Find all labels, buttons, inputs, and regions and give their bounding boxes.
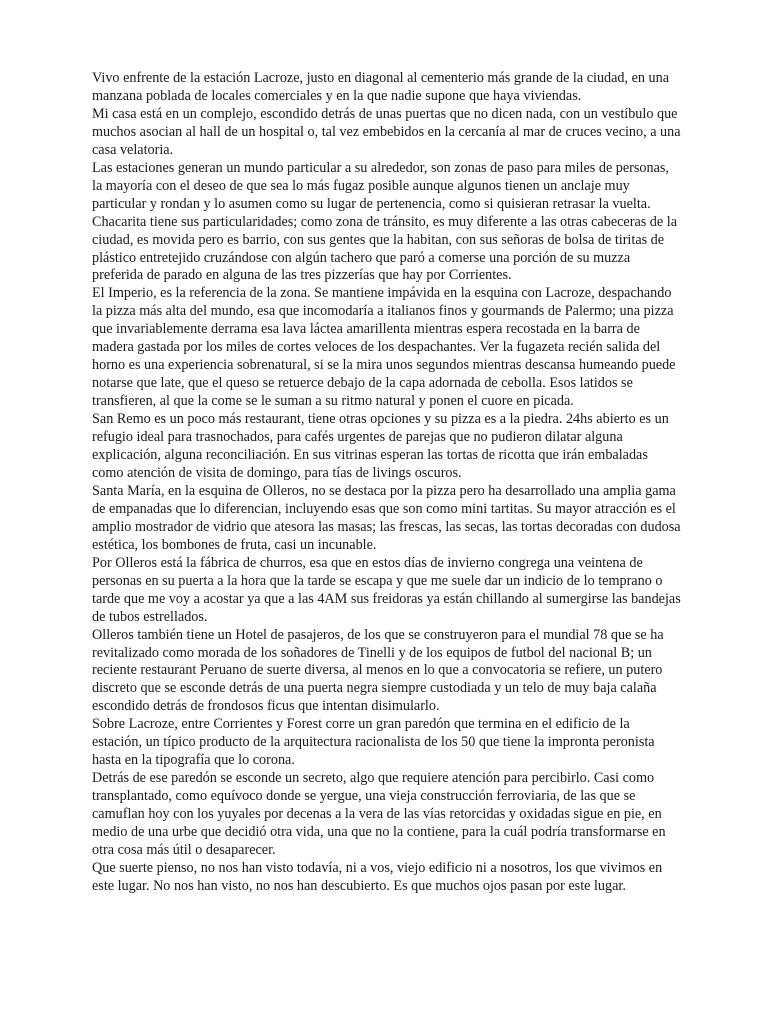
document-body [92,70,682,896]
paragraph-7: Santa María, en la esquina de Olleros, no se destaca por la pizza pero ha desarrollado una amplia gama de empanadas que lo diferencian, incluyendo esas que son como mini tartitas. Su mayor atracción es el amplio mostrador de vidrio que atesora las masas; las frescas, las secas, las tortas decoradas con dudosa estética, los bombones de fruta, casi un incunable. [92,482,681,553]
paragraph-11: Detrás de ese paredón se esconde un secreto, algo que requiere atención para percibirlo. Casi como transplantado, como equívoco donde se yergue, una vieja construcción ferroviaria, de las que se camuflan hoy con los yuyales por decenas a la vera de las vías retorcidas y oxidadas sigue en pie, en medio de una urbe que decidió otra vida, una que no la contiene, para la cuál podría transformarse en otra cosa más útil o desaparecer. [92,770,666,858]
paragraph-1: Vivo enfrente de la estación Lacroze, justo en diagonal al cementerio más grande de la ciudad, en una manzana poblada de locales comerciales y en la que nadie supone que haya viviendas. [92,70,670,104]
paragraph-4: Chacarita tiene sus particularidades; como zona de tránsito, es muy diferente a las otras cabeceras de la ciudad, es movida pero es barrio, con sus gentes que la habitan, con sus señoras de bolsa de tiritas de plástico entretejido cruzándose con algún tachero que paró a comerse una porción de su muzza preferida de parado en alguna de las tres pizzerías que hay por Corrientes. [92,213,677,284]
paragraph-9: Olleros también tiene un Hotel de pasajeros, de los que se construyeron para el mundial 78 que se ha revitalizado como morada de los soñadores de Tinelli y de los equipos de futbol del nacional B; un reciente restaurant Peruano de suerte diversa, al menos en lo que a convocatoria se refiere, un putero discreto que se esconde detrás de una puerta negra siempre custodiada y un telo de muy baja calaña escondido detrás de frondosos ficus que intentan disimularlo. [92,626,664,715]
paragraph-2: Mi casa está en un complejo, escondido detrás de unas puertas que no dicen nada, con un vestíbulo que muchos asocian al hall de un hospital o, tal vez embebidos en la cercanía al mar de cruces vecino, a una casa velatoria. [92,105,681,158]
paragraph-12: Que suerte pienso, no nos han visto todavía, ni a vos, viejo edificio ni a nosotros, los que vivimos en este lugar. No nos han visto, no nos han descubierto. Es que muchos ojos pasan por este lugar. [92,859,663,894]
paragraph-5: El Imperio, es la referencia de la zona. Se mantiene impávida en la esquina con Lacroze, despachando la pizza más alta del mundo, esa que incomodaría a italianos finos y gourmands de Palermo; una pizza que invariablemente derrama esa lava láctea amarillenta mientras espera recostada en la barra de madera gastada por los miles de cortes veloces de los despachantes. Ver la fugazeta recién salida del horno es una experiencia sobrenatural, si se la mira unos segundos mientras descansa humeando puede notarse que late, que el queso se retuerce debajo de la capa adornada de cebolla. Esos latidos se transfieren, al que la come se le suman a su ritmo natural y ponen el cuore en picada. [92,285,676,410]
paragraph-6: San Remo es un poco más restaurant, tiene otras opciones y su pizza es a la piedra. 24hs abierto es un refugio ideal para trasnochados, para cafés urgentes de parejas que no pudieron dilatar alguna explicación, alguna reconciliación. En sus vitrinas esperan las tortas de ricotta que irán embaladas como atención de visita de domingo, para tías de livings oscuros. [92,411,669,481]
paragraph-3: Las estaciones generan un mundo particular a su alrededor, son zonas de paso para miles de personas, la mayoría con el deseo de que sea lo más fugaz posible aunque algunos tienen un anclaje muy particular y rondan y lo asumen como su lugar de pertenencia, como si quisieran retrasar la vuelta. [92,159,669,212]
paragraph-10: Sobre Lacroze, entre Corrientes y Forest corre un gran paredón que termina en el edificio de la estación, un típico producto de la arquitectura racionalista de los 50 que tiene la impronta peronista hasta en la tipografía que lo corona. [92,716,655,769]
paragraph-8: Por Olleros está la fábrica de churros, esa que en estos días de invierno congrega una veintena de personas en su puerta a la hora que la tarde se escapa y que me suele dar un indicio de lo temprano o tarde que me voy a acostar ya que a las 4AM sus freidoras ya están chillando al sumergirse las bandejas de tubos estrellados. [92,554,681,625]
